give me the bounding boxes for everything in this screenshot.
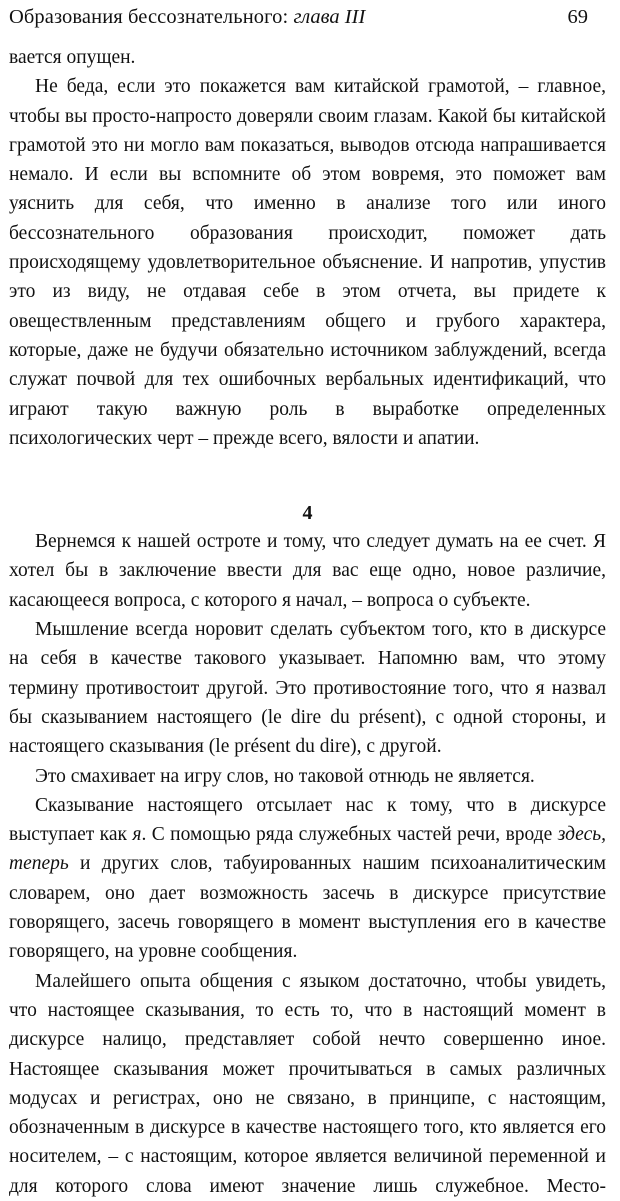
text-run: . С помощью ряда служебных частей речи, вроде xyxy=(141,824,558,846)
text-run: Сказывание настоящего отсылает нас к тому, что в дискурсе выступает как xyxy=(9,794,606,846)
page-number: 69 xyxy=(567,6,588,28)
paragraph: Вернемся к нашей остроте и тому, что следует думать на ее счет. Я хотел бы в заключение ввести для вас еще одно, новое различие, касающееся вопроса, с которого я начал, – вопроса о субъекте. xyxy=(9,531,606,611)
italic-term: я xyxy=(132,824,142,846)
italic-term: здесь, теперь xyxy=(9,824,606,875)
paragraph: Мышление всегда норовит сделать субъектом того, кто в дискурсе на себя в качестве такового указывает. Напомню вам, что этому термину противостоит другой. Это противостояние того, что я назвал бы сказыванием настоящего (le dire du présent), с одной стороны, и настоящего сказывания (le présent du dire), с другой. xyxy=(9,619,606,758)
page-body xyxy=(9,43,606,1201)
text-run: и других слов, табуированных нашим психоаналитическим словарем, оно дает возможность засечь в дискурсе присутствие говорящего, засечь говорящего в момент выступления его в качестве говорящего, на уровне сообщения. xyxy=(9,853,606,963)
paragraph xyxy=(9,791,606,967)
running-head xyxy=(9,3,606,31)
paragraph-continued: вается опущен. xyxy=(9,47,136,68)
running-head-title: Образования бессознательного: xyxy=(9,6,294,28)
paragraph: Не беда, если это покажется вам китайской грамотой, – главное, чтобы вы просто-напросто доверяли своим глазам. Какой бы китайской грамотой это ни могло вам показаться, выводов отсюда напрашивается немало. И если вы вспомните об этом вовремя, это поможет вам уяснить для себя, что именно в анализе того или иного бессознательного образования происходит, поможет дать происходящему удовлетворительное объяснение. И напротив, упустив это из виду, не отдавая себе в этом отчета, вы придете к овеществленным представлениям общего и грубого характера, которые, даже не будучи обязательно источником заблуждений, всегда служат почвой для тех ошибочных вербальных идентификаций, что играют такую важную роль в выработке определенных психологических черт – прежде всего, вялости и апатии. xyxy=(9,76,606,449)
paragraph: Малейшего опыта общения с языком достаточно, чтобы увидеть, что настоящее сказывания, то есть то, что в настоящий момент в дискурсе налицо, представляет собой нечто совершенно иное. Настоящее сказывания может прочитываться в самых различных модусах и регистрах, оно не связано, в принципе, с настоящим, обозначенным в дискурсе в качестве настоящего того, кто является его носителем, – с настоящим, которое является величиной переменной и для которого слова имеют значение лишь служебное. Место- xyxy=(9,970,606,1197)
paragraph: Это смахивает на игру слов, но таковой отнюдь не является. xyxy=(35,765,535,787)
section-number: 4 xyxy=(302,502,313,525)
running-head-chapter: глава III xyxy=(293,6,366,28)
